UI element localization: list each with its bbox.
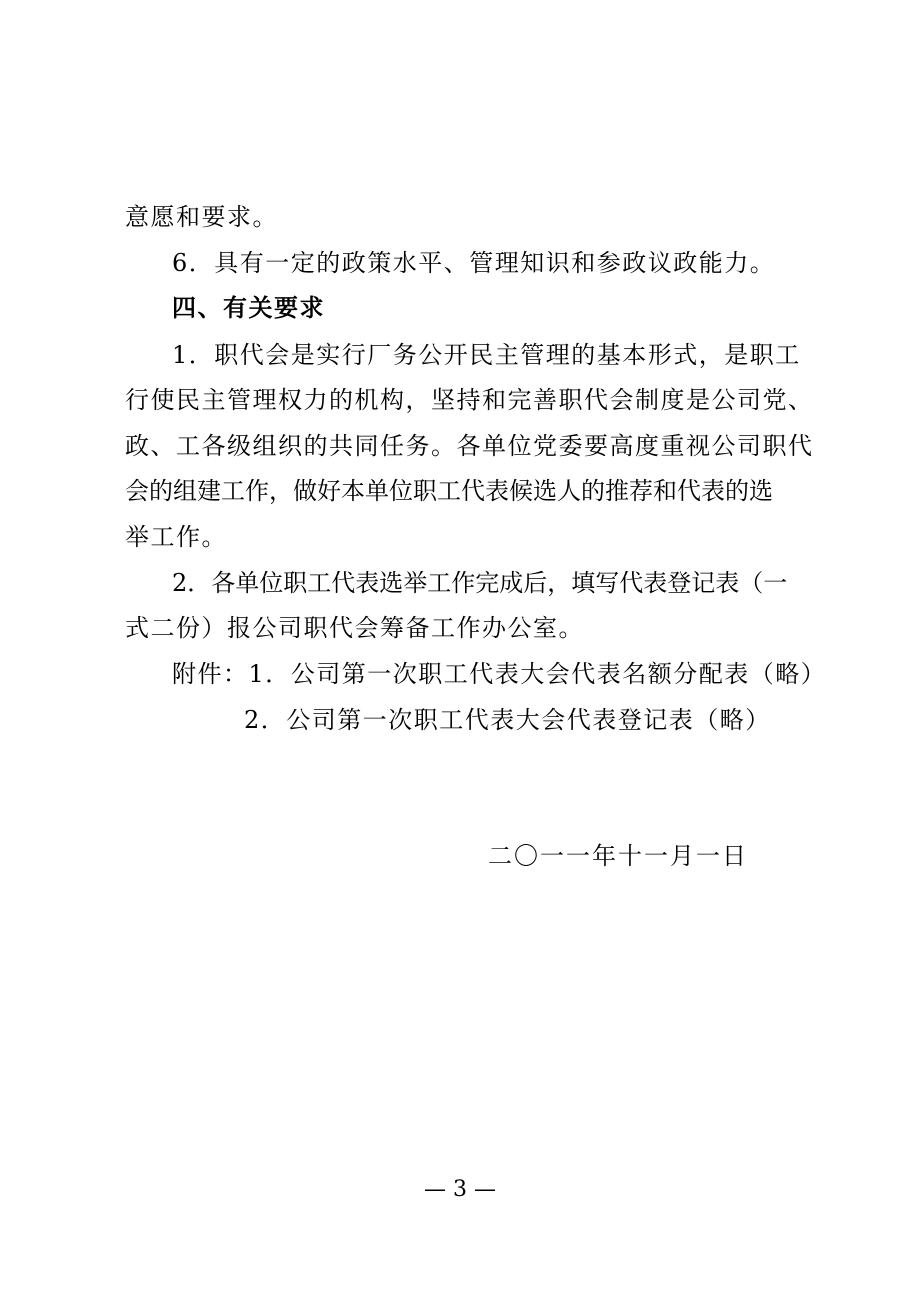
paragraph-line: 意愿和要求。	[125, 203, 278, 231]
requirement-item-1-line: 1．职代会是实行厂务公开民主管理的基本形式，是职工	[172, 341, 801, 369]
requirement-item-2-line: 2．各单位职工代表选举工作完成后，填写代表登记表（一	[172, 569, 788, 597]
attachment-line: 2．公司第一次职工代表大会代表登记表（略）	[244, 706, 771, 734]
document-date: 二〇一一年十一月一日	[488, 842, 748, 870]
page-number: — 3 —	[424, 1177, 496, 1202]
requirement-item-2-line: 式二份）报公司职代会筹备工作办公室。	[125, 614, 584, 642]
requirement-item-6: 6．具有一定的政策水平、管理知识和参政议政能力。	[172, 249, 776, 277]
section-heading: 四、有关要求	[172, 293, 325, 322]
requirement-item-1-line: 政、工各级组织的共同任务。各单位党委要高度重视公司职代	[125, 432, 814, 460]
requirement-item-1-line: 行使民主管理权力的机构，坚持和完善职代会制度是公司党、	[125, 386, 814, 414]
requirement-item-1-line: 会的组建工作，做好本单位职工代表候选人的推荐和代表的选	[125, 477, 773, 505]
attachment-line: 附件：1．公司第一次职工代表大会代表名额分配表（略）	[172, 660, 827, 688]
requirement-item-1-line: 举工作。	[125, 523, 227, 551]
